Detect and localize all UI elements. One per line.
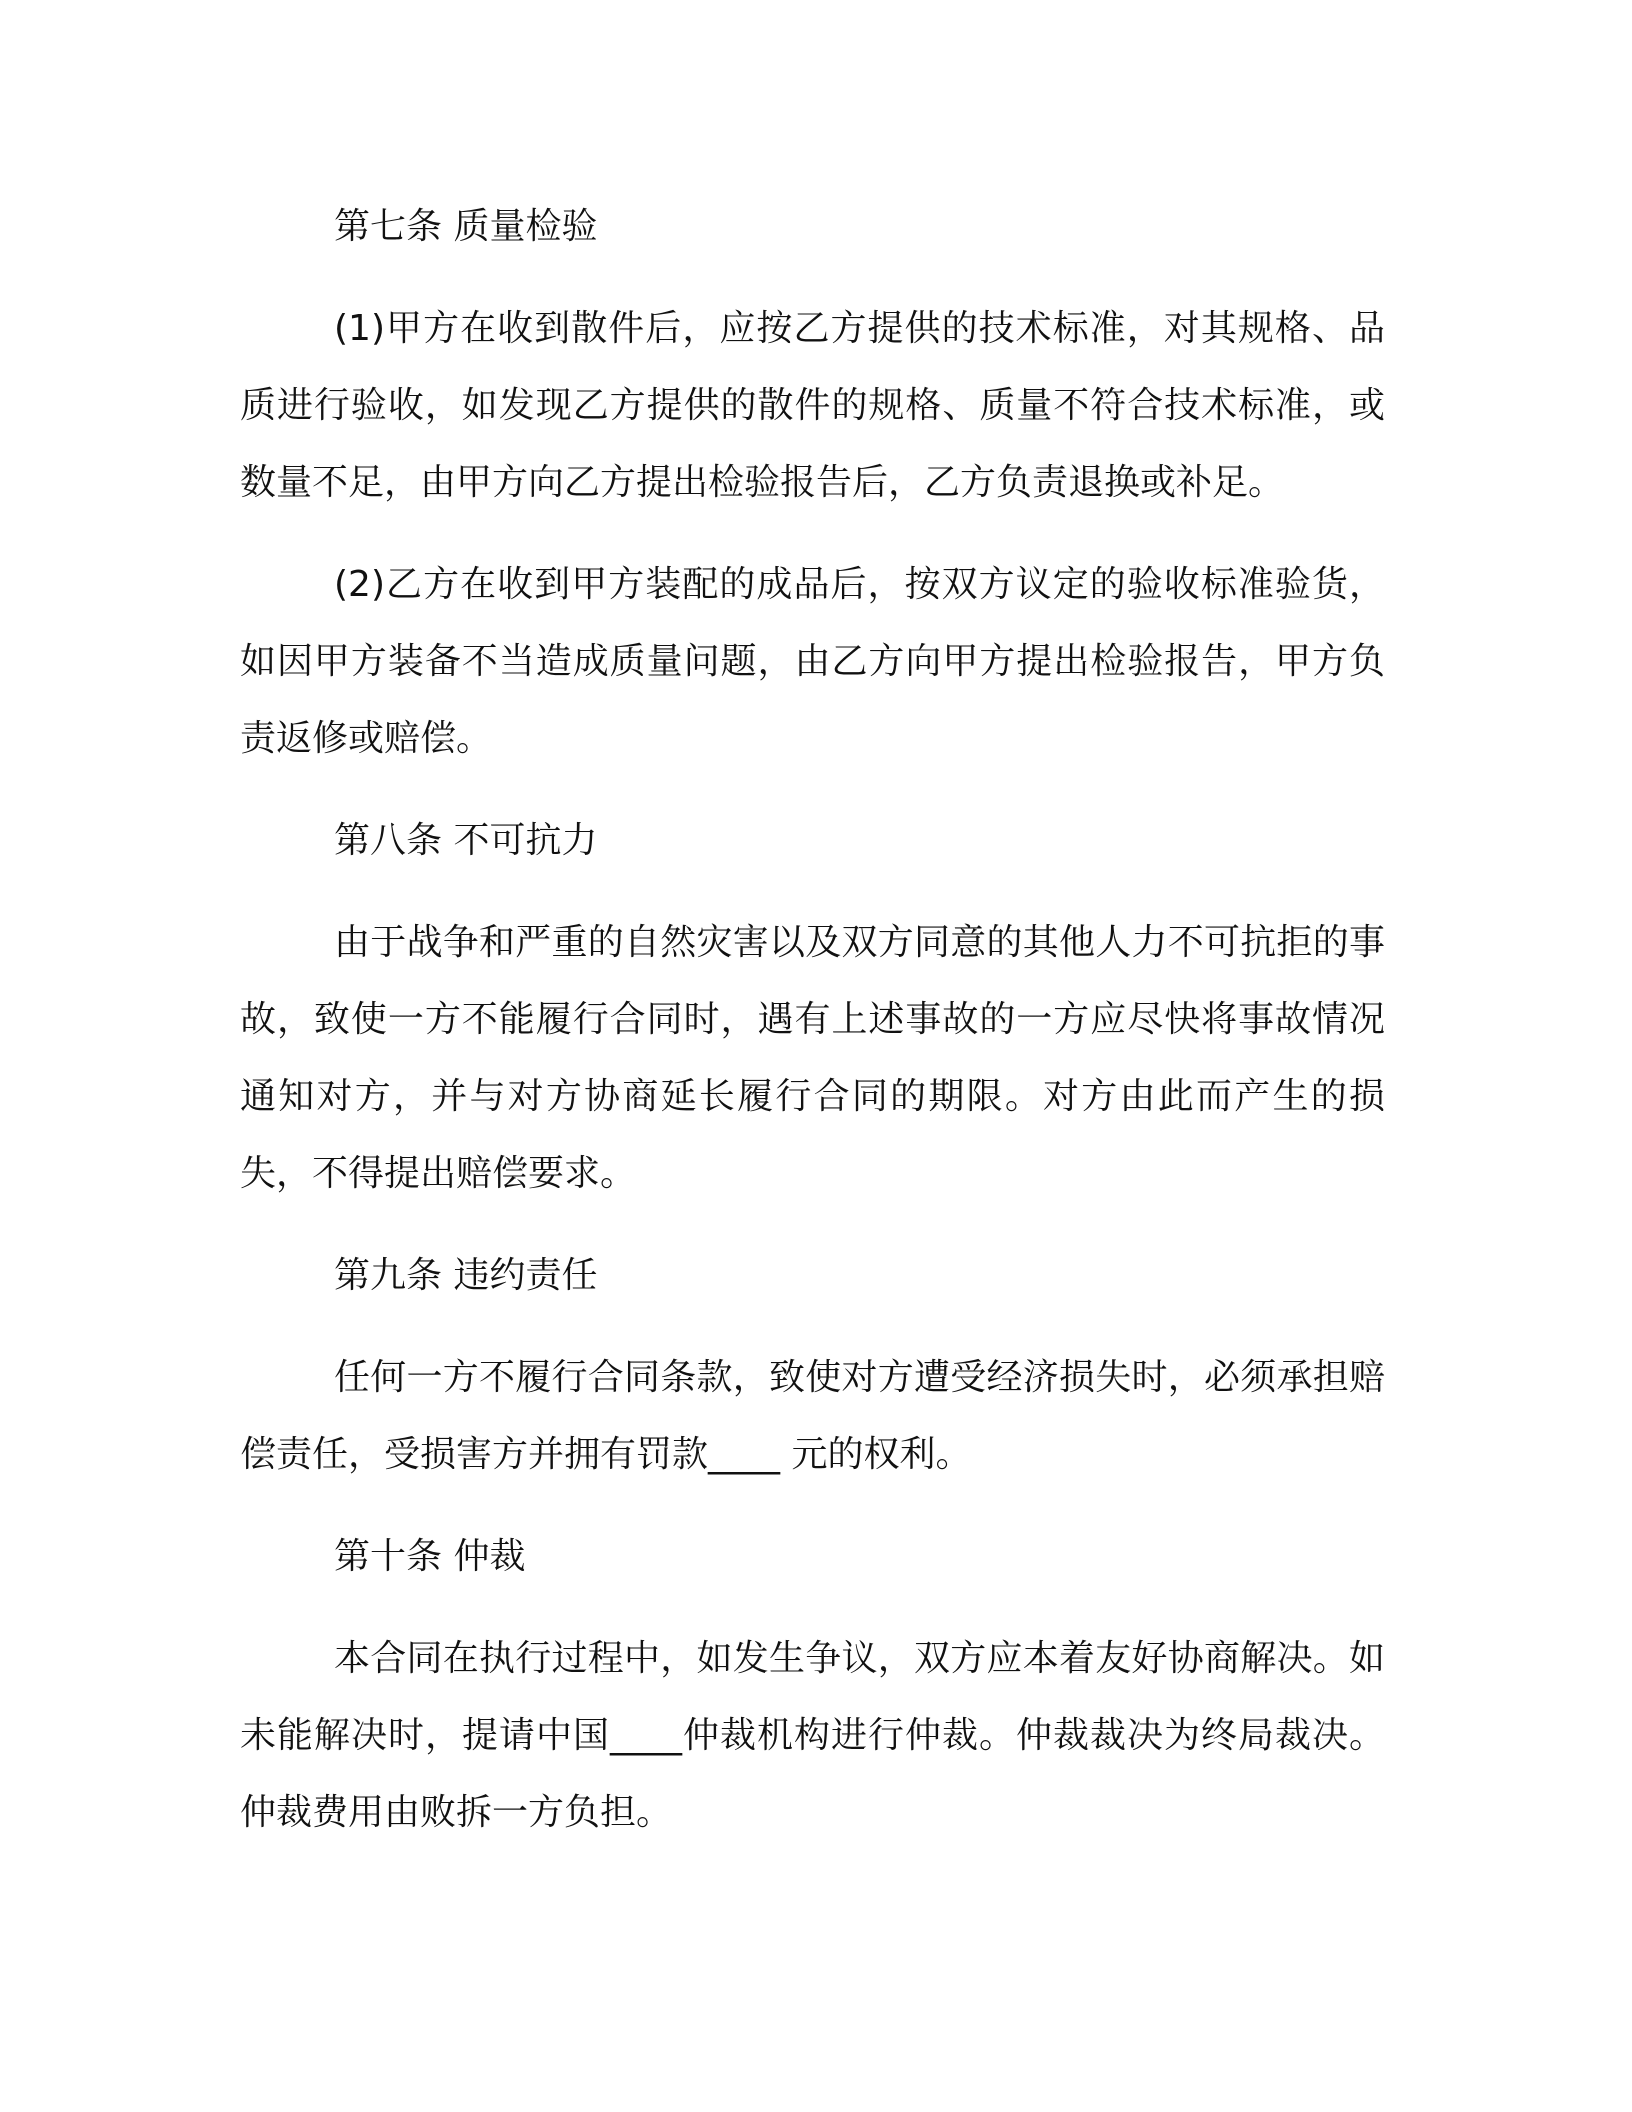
section-heading-arbitration: 第十条 仲裁 bbox=[334, 1536, 526, 1577]
paragraph-quality-inspection-2: (2)乙方在收到甲方装配的成品后，按双方议定的验收标准验货，如因甲方装备不当造成质量问题，由乙方向甲方提出检验报告，甲方负责返修或赔偿。 bbox=[240, 564, 1385, 759]
paragraph-arbitration: 本合同在执行过程中，如发生争议，双方应本着友好协商解决。如未能解决时，提请中国____仲裁机构进行仲裁。仲裁裁决为终局裁决。仲裁费用由败拆一方负担。 bbox=[240, 1638, 1385, 1833]
section-heading-quality-inspection: 第七条 质量检验 bbox=[334, 206, 598, 247]
paragraph-quality-inspection-1: (1)甲方在收到散件后，应按乙方提供的技术标准，对其规格、品质进行验收，如发现乙方提供的散件的规格、质量不符合技术标准，或数量不足，由甲方向乙方提出检验报告后，乙方负责退换或补足。 bbox=[240, 308, 1385, 503]
section-heading-liability: 第九条 违约责任 bbox=[334, 1255, 598, 1296]
paragraph-liability: 任何一方不履行合同条款，致使对方遭受经济损失时，必须承担赔偿责任，受损害方并拥有罚款____ 元的权利。 bbox=[240, 1357, 1385, 1475]
document-body bbox=[240, 188, 1385, 1876]
paragraph-force-majeure: 由于战争和严重的自然灾害以及双方同意的其他人力不可抗拒的事故，致使一方不能履行合同时，遇有上述事故的一方应尽快将事故情况通知对方，并与对方协商延长履行合同的期限。对方由此而产生的损失，不得提出赔偿要求。 bbox=[240, 922, 1385, 1194]
section-heading-force-majeure: 第八条 不可抗力 bbox=[334, 820, 598, 861]
